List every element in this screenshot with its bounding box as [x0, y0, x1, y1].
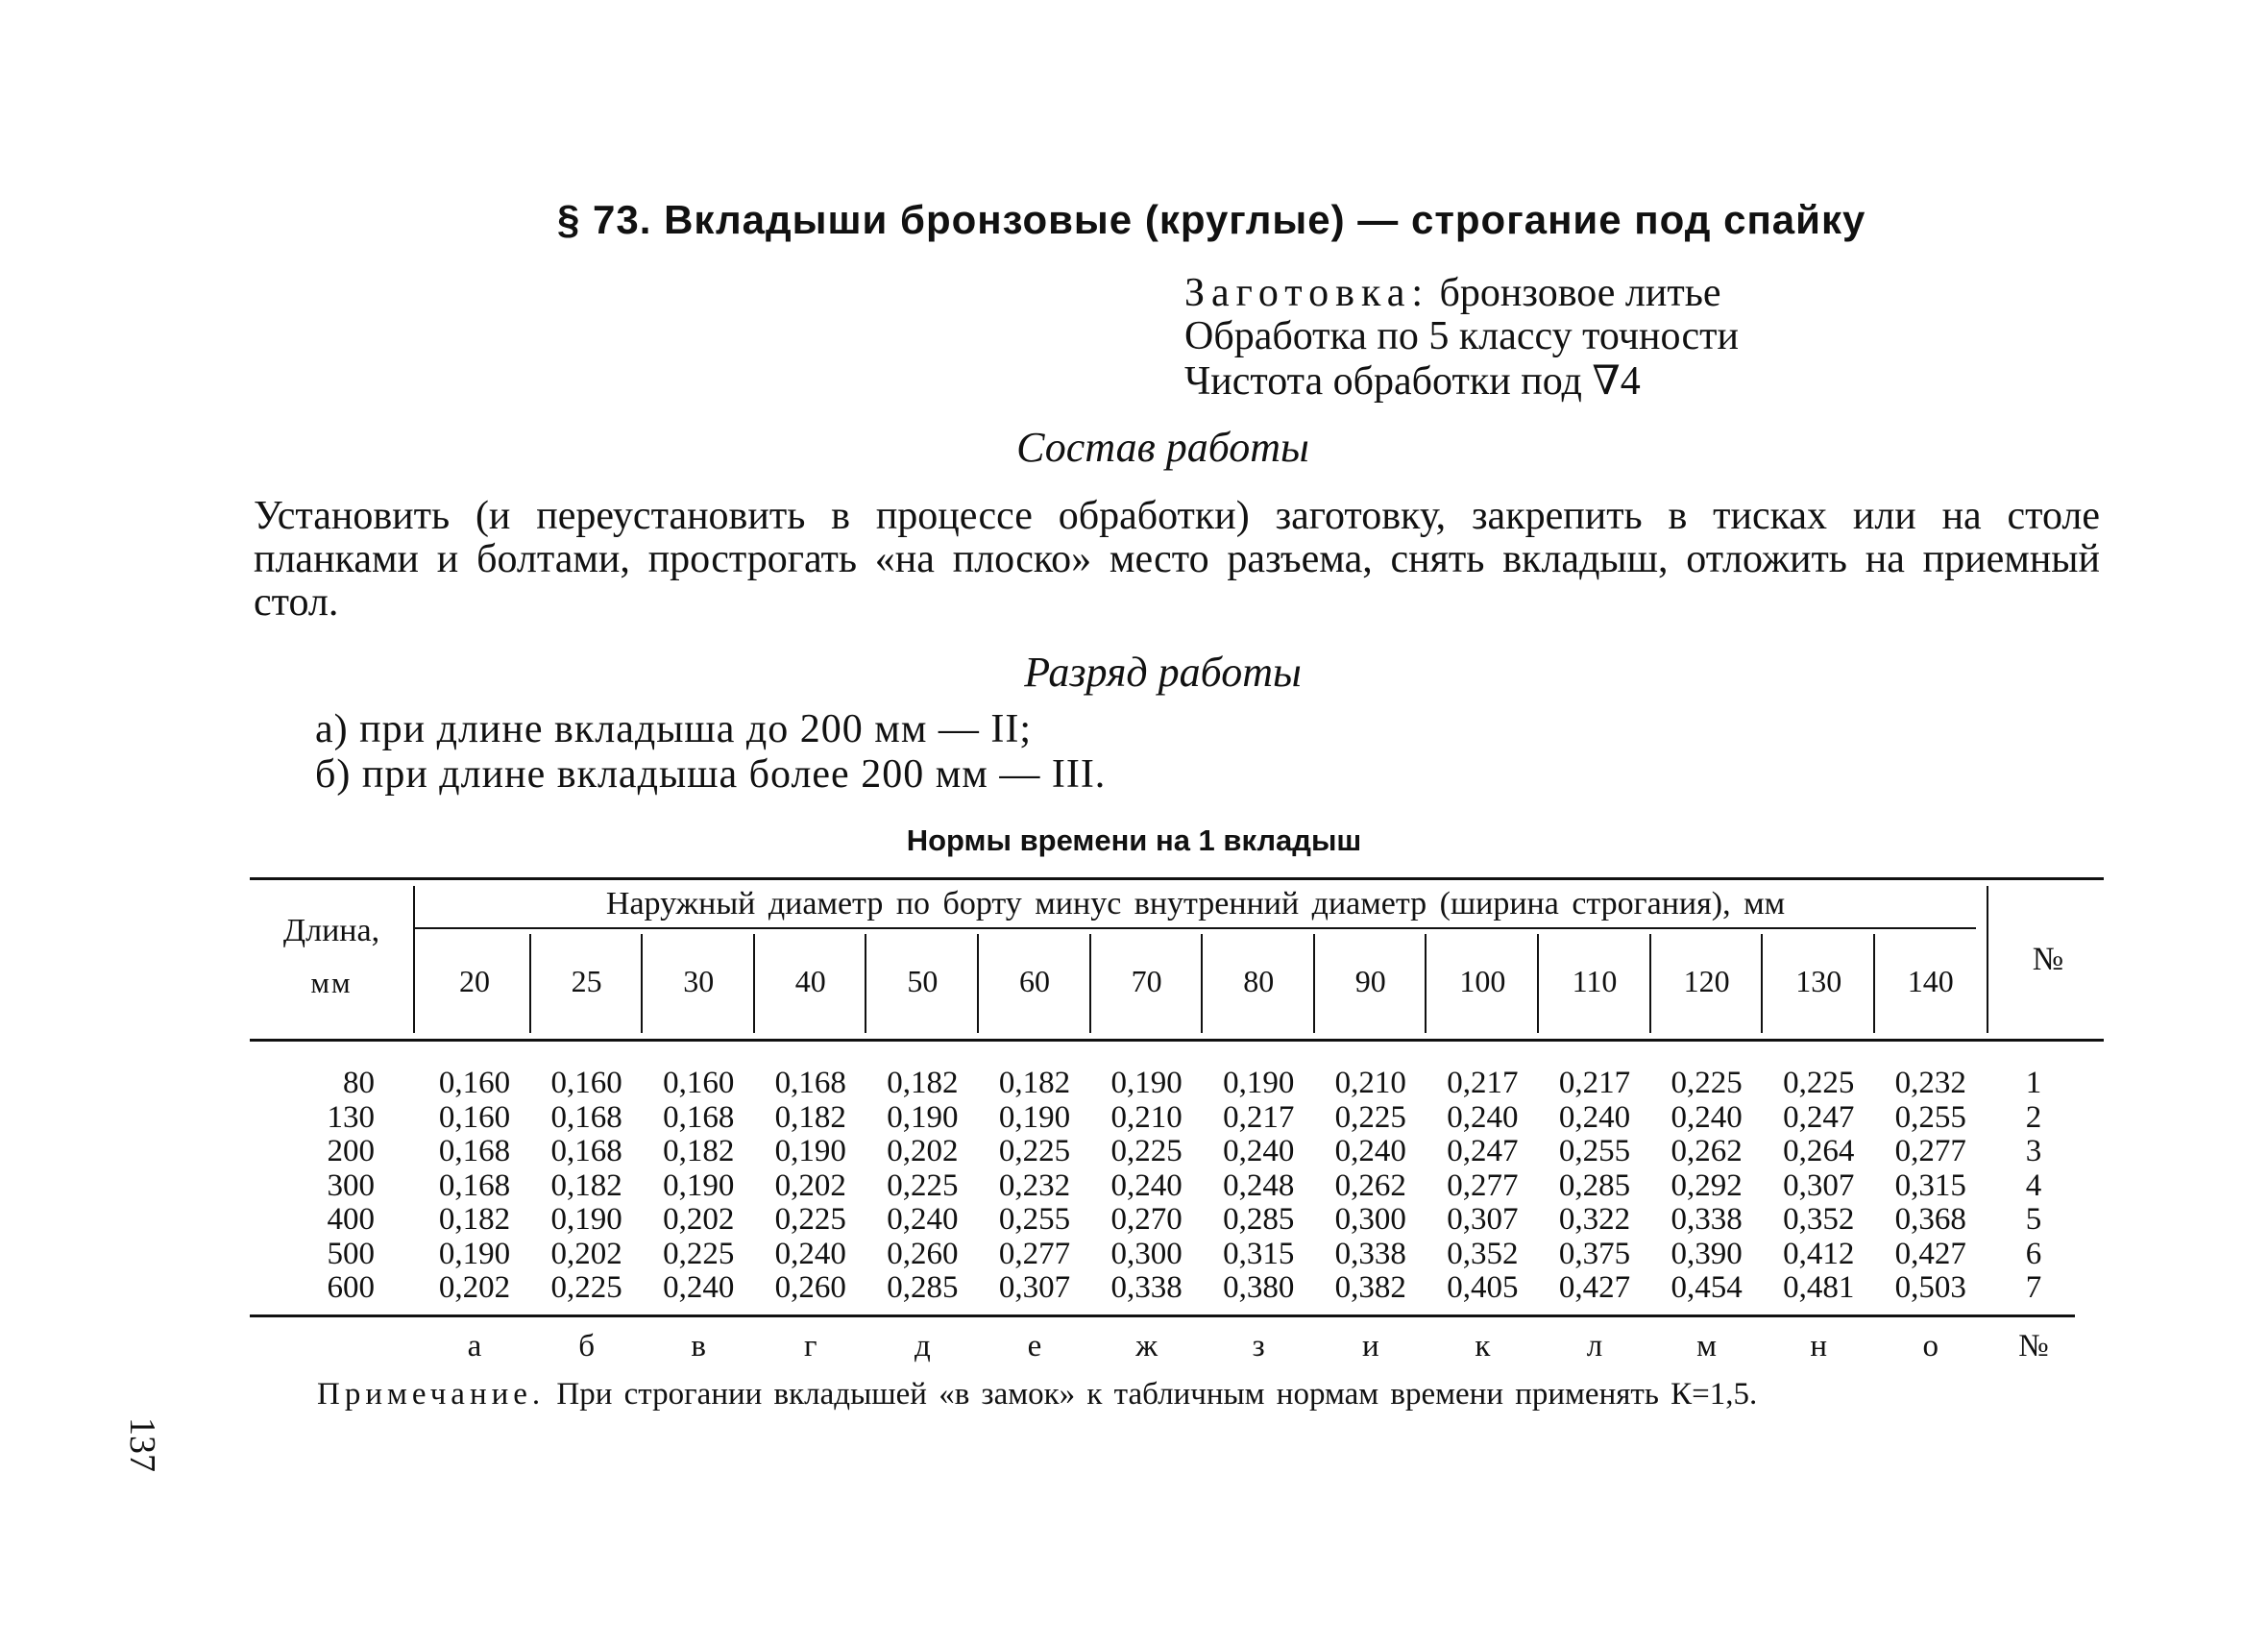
value-cell: 0,375: [1558, 1236, 1631, 1271]
column-header: 40: [794, 964, 826, 998]
spec-blank-label: Заготовка:: [1184, 271, 1430, 315]
column-letter: а: [467, 1329, 482, 1363]
column-divider: [641, 934, 643, 1033]
value-column: [1091, 1067, 1203, 1306]
work-rank-heading: Разряд работы: [1024, 649, 1302, 696]
value-cell: 0,292: [1671, 1167, 1743, 1203]
value-cell: 0,322: [1558, 1202, 1631, 1237]
value-cell: 0,277: [1447, 1167, 1519, 1203]
row-number-cell: 6: [2025, 1236, 2042, 1271]
value-cell: 0,190: [998, 1099, 1071, 1135]
column-letter: н: [1810, 1329, 1828, 1363]
value-cell: 0,285: [1558, 1167, 1631, 1203]
note-head: Примечание.: [317, 1377, 546, 1412]
value-cell: 0,168: [663, 1099, 735, 1135]
value-cell: 0,210: [1110, 1099, 1183, 1135]
value-cell: 0,168: [550, 1099, 622, 1135]
table-title: Нормы времени на 1 вкладыш: [906, 823, 1362, 857]
value-cell: 0,270: [1110, 1202, 1183, 1237]
column-letter: е: [1027, 1329, 1042, 1363]
value-cell: 0,190: [550, 1202, 622, 1237]
value-column: [531, 1067, 643, 1306]
value-cell: 0,405: [1447, 1270, 1519, 1305]
work-rank-item: б) при длине вкладыша более 200 мм — III.: [315, 752, 1107, 797]
value-cell: 0,285: [887, 1270, 959, 1305]
value-column: [1651, 1067, 1763, 1306]
value-column: [979, 1067, 1090, 1306]
value-cell: 0,248: [1223, 1167, 1295, 1203]
value-column: [1539, 1067, 1650, 1306]
column-divider: [1761, 934, 1763, 1033]
value-cell: 0,262: [1334, 1167, 1406, 1203]
column-divider: [1873, 934, 1875, 1033]
value-cell: 0,217: [1223, 1099, 1295, 1135]
value-cell: 0,202: [663, 1202, 735, 1237]
work-rank-item: а) при длине вкладыша до 200 мм — II;: [315, 707, 1033, 751]
column-header: 60: [1019, 964, 1050, 998]
column-letter: л: [1586, 1329, 1603, 1363]
value-cell: 0,202: [887, 1134, 959, 1168]
value-cell: 0,225: [1671, 1066, 1743, 1100]
value-cell: 0,368: [1894, 1202, 1966, 1237]
row-number-cell: 5: [2025, 1202, 2042, 1237]
value-cell: 0,255: [1558, 1134, 1631, 1168]
value-cell: 0,160: [438, 1099, 511, 1135]
value-cell: 0,240: [663, 1270, 735, 1305]
work-composition-text: Установить (и переустановить в процессе обработки) заготовку, закрепить в тисках или на столе планками и болтами, прострогать «на плоско» место разъема, снять вкладыш, отложить на приемный стол.: [254, 494, 2100, 625]
value-column: [1763, 1067, 1874, 1306]
value-cell: 0,412: [1783, 1236, 1855, 1271]
value-cell: 0,390: [1671, 1236, 1743, 1271]
value-cell: 0,240: [1558, 1099, 1631, 1135]
value-cell: 0,315: [1223, 1236, 1295, 1271]
value-column: [419, 1067, 530, 1306]
value-column: [1427, 1067, 1538, 1306]
value-cell: 0,380: [1223, 1270, 1295, 1305]
row-number-cell: 2: [2025, 1099, 2042, 1135]
value-cell: 0,240: [1671, 1099, 1743, 1135]
value-cell: 0,232: [998, 1167, 1071, 1203]
column-letter: к: [1475, 1329, 1491, 1363]
value-cell: 0,182: [438, 1202, 511, 1237]
note-text: При строгании вкладышей «в замок» к табличным нормам времени применять К=1,5.: [556, 1377, 1758, 1412]
column-divider: [977, 934, 979, 1033]
value-cell: 0,160: [663, 1066, 735, 1100]
value-cell: 0,225: [1783, 1066, 1855, 1100]
value-cell: 0,225: [1334, 1099, 1406, 1135]
column-divider: [1089, 934, 1091, 1033]
value-cell: 0,338: [1671, 1202, 1743, 1237]
value-cell: 0,285: [1223, 1202, 1295, 1237]
column-divider: [1649, 934, 1651, 1033]
value-cell: 0,182: [998, 1066, 1071, 1100]
column-header: 90: [1354, 964, 1386, 998]
value-cell: 0,264: [1783, 1134, 1855, 1168]
value-cell: 0,225: [998, 1134, 1071, 1168]
value-cell: 0,168: [550, 1134, 622, 1168]
value-cell: 0,247: [1447, 1134, 1519, 1168]
value-cell: 0,262: [1671, 1134, 1743, 1168]
group-header-rule: [415, 927, 1976, 929]
length-header: Длина,: [282, 913, 380, 948]
column-letter: о: [1922, 1329, 1939, 1363]
length-cell: 600: [327, 1270, 375, 1305]
length-cell: 500: [327, 1236, 375, 1271]
column-divider: [753, 934, 755, 1033]
column-header: 100: [1459, 964, 1506, 998]
value-cell: 0,277: [998, 1236, 1071, 1271]
column-divider: [865, 934, 866, 1033]
value-column: [1875, 1067, 1987, 1306]
num-header: №: [2032, 942, 2064, 977]
value-cell: 0,168: [774, 1066, 846, 1100]
column-letter: и: [1361, 1329, 1379, 1363]
value-cell: 0,225: [663, 1236, 735, 1271]
value-cell: 0,182: [550, 1167, 622, 1203]
column-divider: [1425, 934, 1427, 1033]
column-divider: [1313, 934, 1315, 1033]
value-cell: 0,225: [774, 1202, 846, 1237]
page-number: 137: [122, 1417, 162, 1472]
value-cell: 0,307: [998, 1270, 1071, 1305]
value-cell: 0,427: [1558, 1270, 1631, 1305]
value-cell: 0,315: [1894, 1167, 1966, 1203]
column-header: 120: [1683, 964, 1730, 998]
value-cell: 0,307: [1783, 1167, 1855, 1203]
value-cell: 0,160: [550, 1066, 622, 1100]
table-note: [317, 1374, 2100, 1414]
value-cell: 0,217: [1558, 1066, 1631, 1100]
value-cell: 0,503: [1894, 1270, 1966, 1305]
value-cell: 0,182: [887, 1066, 959, 1100]
value-cell: 0,240: [1223, 1134, 1295, 1168]
value-cell: 0,225: [1110, 1134, 1183, 1168]
value-cell: 0,225: [550, 1270, 622, 1305]
value-cell: 0,190: [663, 1167, 735, 1203]
table-bottom-rule: [250, 1314, 2075, 1317]
value-column: [1203, 1067, 1314, 1306]
length-cell: 300: [327, 1167, 375, 1203]
length-cell: 80: [343, 1066, 375, 1100]
column-header: 25: [571, 964, 602, 998]
column-letter: з: [1252, 1329, 1265, 1363]
spec-finish-line: Чистота обработки под ∇4: [1184, 359, 1641, 404]
spec-blank-value: бронзовое литье: [1439, 271, 1721, 315]
value-cell: 0,300: [1334, 1202, 1406, 1237]
work-composition-heading: Состав работы: [1016, 424, 1309, 471]
value-cell: 0,338: [1334, 1236, 1406, 1271]
row-number-cell: 7: [2025, 1270, 2042, 1305]
value-cell: 0,182: [663, 1134, 735, 1168]
value-cell: 0,225: [887, 1167, 959, 1203]
value-cell: 0,190: [887, 1099, 959, 1135]
value-cell: 0,382: [1334, 1270, 1406, 1305]
table-top-rule: [250, 877, 2104, 880]
spec-blank-line: [1184, 270, 1721, 316]
value-column: [755, 1067, 866, 1306]
value-cell: 0,168: [438, 1134, 511, 1168]
column-header: 70: [1131, 964, 1162, 998]
value-cell: 0,240: [887, 1202, 959, 1237]
value-cell: 0,338: [1110, 1270, 1183, 1305]
column-letter: г: [804, 1329, 817, 1363]
column-header: 110: [1572, 964, 1618, 998]
value-cell: 0,255: [1894, 1099, 1966, 1135]
column-header: 50: [907, 964, 939, 998]
value-column: [643, 1067, 754, 1306]
row-number-cell: 4: [2025, 1167, 2042, 1203]
column-letter: м: [1696, 1329, 1718, 1363]
value-cell: 0,190: [438, 1236, 511, 1271]
value-cell: 0,352: [1447, 1236, 1519, 1271]
value-cell: 0,168: [438, 1167, 511, 1203]
column-header: 30: [683, 964, 715, 998]
column-header: 20: [459, 964, 490, 998]
row-number-cell: 3: [2025, 1134, 2042, 1168]
value-cell: 0,202: [774, 1167, 846, 1203]
value-cell: 0,202: [438, 1270, 511, 1305]
column-divider: [1987, 886, 1988, 1033]
column-divider: [1537, 934, 1539, 1033]
value-cell: 0,210: [1334, 1066, 1406, 1100]
value-cell: 0,190: [1223, 1066, 1295, 1100]
row-number-column: [2000, 1067, 2067, 1306]
value-cell: 0,300: [1110, 1236, 1183, 1271]
length-header-unit: мм: [310, 966, 353, 999]
value-cell: 0,352: [1783, 1202, 1855, 1237]
length-column: [279, 1067, 375, 1306]
value-cell: 0,307: [1447, 1202, 1519, 1237]
column-divider: [1201, 934, 1203, 1033]
value-cell: 0,217: [1447, 1066, 1519, 1100]
value-cell: 0,190: [1110, 1066, 1183, 1100]
value-cell: 0,240: [1110, 1167, 1183, 1203]
group-header: Наружный диаметр по борту минус внутренний диаметр (ширина строгания), мм: [605, 886, 1786, 921]
value-cell: 0,240: [774, 1236, 846, 1271]
length-cell: 130: [327, 1099, 375, 1135]
value-cell: 0,247: [1783, 1099, 1855, 1135]
table-header-rule: [250, 1039, 2104, 1042]
value-cell: 0,240: [1447, 1099, 1519, 1135]
spec-accuracy-line: Обработка по 5 классу точности: [1184, 314, 1739, 358]
column-letter: в: [691, 1329, 706, 1363]
value-cell: 0,260: [774, 1270, 846, 1305]
value-cell: 0,427: [1894, 1236, 1966, 1271]
column-divider: [529, 934, 531, 1033]
value-cell: 0,182: [774, 1099, 846, 1135]
column-letter: б: [578, 1329, 595, 1363]
value-cell: 0,160: [438, 1066, 511, 1100]
column-header: 140: [1907, 964, 1954, 998]
value-cell: 0,190: [774, 1134, 846, 1168]
column-header: 80: [1243, 964, 1275, 998]
length-cell: 200: [327, 1134, 375, 1168]
length-cell: 400: [327, 1202, 375, 1237]
value-cell: 0,454: [1671, 1270, 1743, 1305]
value-cell: 0,481: [1783, 1270, 1855, 1305]
value-cell: 0,277: [1894, 1134, 1966, 1168]
value-cell: 0,260: [887, 1236, 959, 1271]
column-letter: ж: [1135, 1329, 1158, 1363]
value-cell: 0,232: [1894, 1066, 1966, 1100]
row-number-cell: 1: [2025, 1066, 2042, 1100]
section-title: § 73. Вкладыши бронзовые (круглые) — строгание под спайку: [557, 197, 1866, 242]
column-letter: д: [914, 1329, 931, 1363]
value-cell: 0,255: [998, 1202, 1071, 1237]
value-column: [866, 1067, 978, 1306]
value-cell: 0,240: [1334, 1134, 1406, 1168]
value-column: [1315, 1067, 1427, 1306]
letter-row-num: №: [2018, 1329, 2049, 1363]
value-cell: 0,202: [550, 1236, 622, 1271]
column-header: 130: [1795, 964, 1842, 998]
